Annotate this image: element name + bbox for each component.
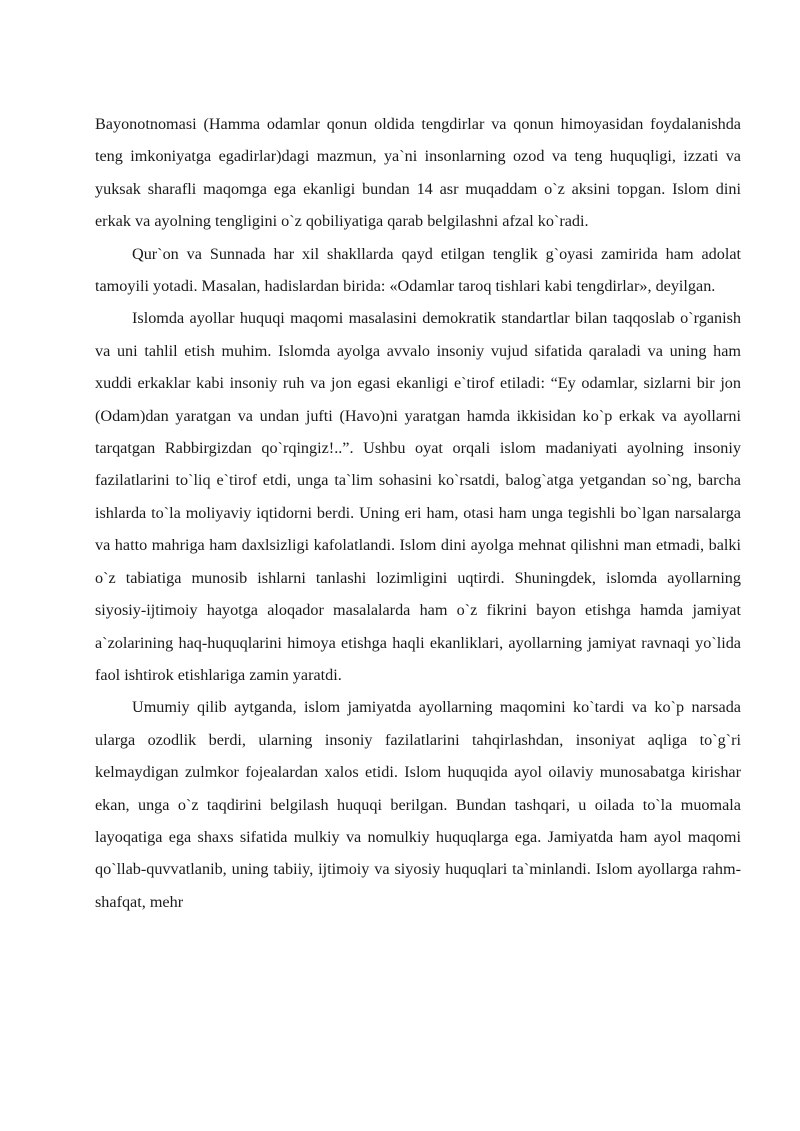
document-page	[95, 108, 741, 918]
paragraph-3: Islomda ayollar huquqi maqomi masalasini demokratik standartlar bilan taqqoslab o`rganish va uni tahlil etish muhim. Islomda ayolga avvalo insoniy vujud sifatida qaraladi va uning ham xuddi erkaklar kabi insoniy ruh va jon egasi ekanligi e`tirof etiladi: “Ey odamlar, sizlarni bir jon (Odam)dan yaratgan va undan jufti (Havo)ni yaratgan hamda ikkisidan ko`p erkak va ayollarni tarqatgan Rabbirgizdan qo`rqingiz!..”. Ushbu oyat orqali islom madaniyati ayolning insoniy fazilatlarini to`liq e`tirof etdi, unga ta`lim sohasini ko`rsatdi, balog`atga yetgandan so`ng, barcha ishlarda to`la moliyaviy iqtidorni berdi. Uning eri ham, otasi ham unga tegishli bo`lgan narsalarga va hatto mahriga ham daxlsizligi kafolatlandi. Islom dini ayolga mehnat qilishni man etmadi, balki o`z tabiatiga munosib ishlarni tanlashi lozimligini uqtirdi. Shuningdek, islomda ayollarning siyosiy-ijtimoiy hayotga aloqador masalalarda ham o`z fikrini bayon etishga hamda jamiyat a`zolarining haq-huquqlarini himoya etishga haqli ekanliklari, ayollarning jamiyat ravnaqi yo`lida faol ishtirok etishlariga zamin yaratdi.	[95, 309, 741, 684]
paragraph-4: Umumiy qilib aytganda, islom jamiyatda ayollarning maqomini ko`tardi va ko`p narsada ularga ozodlik berdi, ularning insoniy fazilatlarini tahqirlashdan, insoniyat aqliga to`g`ri kelmaydigan zulmkor fojealardan xalos etidi. Islom huquqida ayol oilaviy munosabatga kirishar ekan, unga o`z taqdirini belgilash huquqi berilgan. Bundan tashqari, u oilada to`la muomala layoqatiga ega shaxs sifatida mulkiy va nomulkiy huquqlarga ega. Jamiyatda ham ayol maqomi qo`llab-quvvatlanib, uning tabiiy, ijtimoiy va siyosiy huquqlari ta`minlandi. Islom ayollarga rahm-shafqat, mehr	[95, 698, 741, 911]
paragraph-2: Qur`on va Sunnada har xil shakllarda qayd etilgan tenglik g`oyasi zamirida ham adolat tamoyili yotadi. Masalan, hadislardan birida: «Odamlar taroq tishlari kabi tengdirlar», deyilgan.	[95, 244, 741, 296]
paragraph-1: Bayonotnomasi (Hamma odamlar qonun oldida tengdirlar va qonun himoyasidan foydalanishda teng imkoniyatga egadirlar)dagi mazmun, ya`ni insonlarning ozod va teng huquqligi, izzati va yuksak sharafli maqomga ega ekanligi bundan 14 asr muqaddam o`z aksini topgan. Islom dini erkak va ayolning tengligini o`z qobiliyatiga qarab belgilashni afzal ko`radi.	[95, 115, 741, 231]
